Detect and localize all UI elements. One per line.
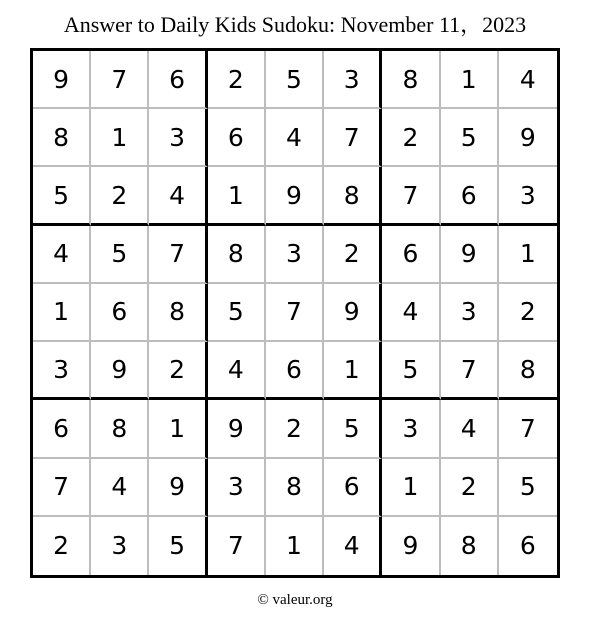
sudoku-cell-r8-c7: 1 [382,459,440,517]
sudoku-cell-r1-c1: 9 [33,51,91,109]
sudoku-cell-r7-c8: 4 [441,400,499,458]
sudoku-cell-r6-c2: 9 [91,342,149,400]
sudoku-cell-r4-c3: 7 [149,226,207,284]
sudoku-cell-r9-c3: 5 [149,517,207,575]
sudoku-cell-r3-c8: 6 [441,167,499,225]
sudoku-cell-r7-c5: 2 [266,400,324,458]
sudoku-cell-r2-c6: 7 [324,109,382,167]
sudoku-cell-r4-c7: 6 [382,226,440,284]
sudoku-cell-r8-c4: 3 [208,459,266,517]
sudoku-cell-r9-c5: 1 [266,517,324,575]
sudoku-cell-r8-c1: 7 [33,459,91,517]
sudoku-cell-r2-c2: 1 [91,109,149,167]
sudoku-cell-r9-c8: 8 [441,517,499,575]
sudoku-cell-r6-c6: 1 [324,342,382,400]
sudoku-cell-r5-c6: 9 [324,284,382,342]
sudoku-cell-r9-c6: 4 [324,517,382,575]
site-name: valeur.org [272,592,333,608]
sudoku-cell-r3-c4: 1 [208,167,266,225]
sudoku-cell-r8-c3: 9 [149,459,207,517]
sudoku-cell-r6-c7: 5 [382,342,440,400]
sudoku-cell-r1-c6: 3 [324,51,382,109]
sudoku-cell-r3-c5: 9 [266,167,324,225]
sudoku-cell-r4-c9: 1 [499,226,557,284]
sudoku-cell-r3-c2: 2 [91,167,149,225]
sudoku-cell-r6-c5: 6 [266,342,324,400]
sudoku-cell-r8-c5: 8 [266,459,324,517]
sudoku-cell-r4-c4: 8 [208,226,266,284]
sudoku-cell-r1-c9: 4 [499,51,557,109]
sudoku-cell-r6-c1: 3 [33,342,91,400]
sudoku-cell-r1-c5: 5 [266,51,324,109]
sudoku-cell-r1-c3: 6 [149,51,207,109]
sudoku-cell-r7-c3: 1 [149,400,207,458]
sudoku-cell-r9-c9: 6 [519,531,536,561]
sudoku-cell-r7-c6: 5 [324,400,382,458]
sudoku-cell-r2-c5: 4 [266,109,324,167]
sudoku-cell-r3-c6: 8 [324,167,382,225]
sudoku-cell-r6-c8: 7 [441,342,499,400]
sudoku-cell-r1-c4: 2 [208,51,266,109]
sudoku-cell-r5-c1: 1 [33,284,91,342]
sudoku-cell-r3-c7: 7 [382,167,440,225]
sudoku-cell-r2-c4: 6 [208,109,266,167]
sudoku-cell-r6-c3: 2 [149,342,207,400]
sudoku-cell-r4-c6: 2 [324,226,382,284]
sudoku-cell-r7-c9: 7 [499,400,557,458]
sudoku-cell-r8-c9: 5 [499,459,557,517]
sudoku-cell-r2-c1: 8 [33,109,91,167]
page-title: Answer to Daily Kids Sudoku: November 11，2023 [63,12,527,37]
sudoku-cell-r9-c2: 3 [91,517,149,575]
sudoku-cell-r8-c8: 2 [441,459,499,517]
sudoku-cell-r1-c2: 7 [91,51,149,109]
sudoku-board [30,48,560,578]
sudoku-cell-r4-c2: 5 [91,226,149,284]
sudoku-cell-r5-c2: 6 [91,284,149,342]
sudoku-cell-r1-c8: 1 [441,51,499,109]
sudoku-cell-r3-c3: 4 [149,167,207,225]
sudoku-cell-r5-c5: 7 [266,284,324,342]
sudoku-cell-r9-c7: 9 [382,517,440,575]
sudoku-cell-r7-c1: 6 [33,400,91,458]
sudoku-cell-r4-c8: 9 [441,226,499,284]
sudoku-cell-r7-c2: 8 [91,400,149,458]
sudoku-cell-r9-c4: 7 [208,517,266,575]
sudoku-cell-r8-c2: 4 [91,459,149,517]
sudoku-cell-r4-c1: 4 [33,226,91,284]
sudoku-cell-r5-c7: 4 [382,284,440,342]
sudoku-cell-r5-c4: 5 [208,284,266,342]
sudoku-cell-r4-c5: 3 [266,226,324,284]
sudoku-cell-r2-c9: 9 [499,109,557,167]
sudoku-cell-r6-c4: 4 [208,342,266,400]
sudoku-cell-r5-c8: 3 [441,284,499,342]
sudoku-cell-r2-c8: 5 [441,109,499,167]
sudoku-cell-r3-c1: 5 [33,167,91,225]
sudoku-cell-r8-c6: 6 [324,459,382,517]
sudoku-cell-r2-c3: 3 [149,109,207,167]
sudoku-cell-r5-c3: 8 [149,284,207,342]
sudoku-cell-r9-c1: 2 [33,517,91,575]
sudoku-cell-r7-c4: 9 [208,400,266,458]
copyright-symbol: © [257,592,269,608]
sudoku-cell-r1-c7: 8 [382,51,440,109]
sudoku-cell-r6-c9: 8 [499,342,557,400]
sudoku-cell-r7-c7: 3 [382,400,440,458]
sudoku-cell-r3-c9: 3 [499,167,557,225]
sudoku-cell-r5-c9: 2 [499,284,557,342]
copyright-footer [0,589,590,611]
sudoku-cell-r2-c7: 2 [382,109,440,167]
